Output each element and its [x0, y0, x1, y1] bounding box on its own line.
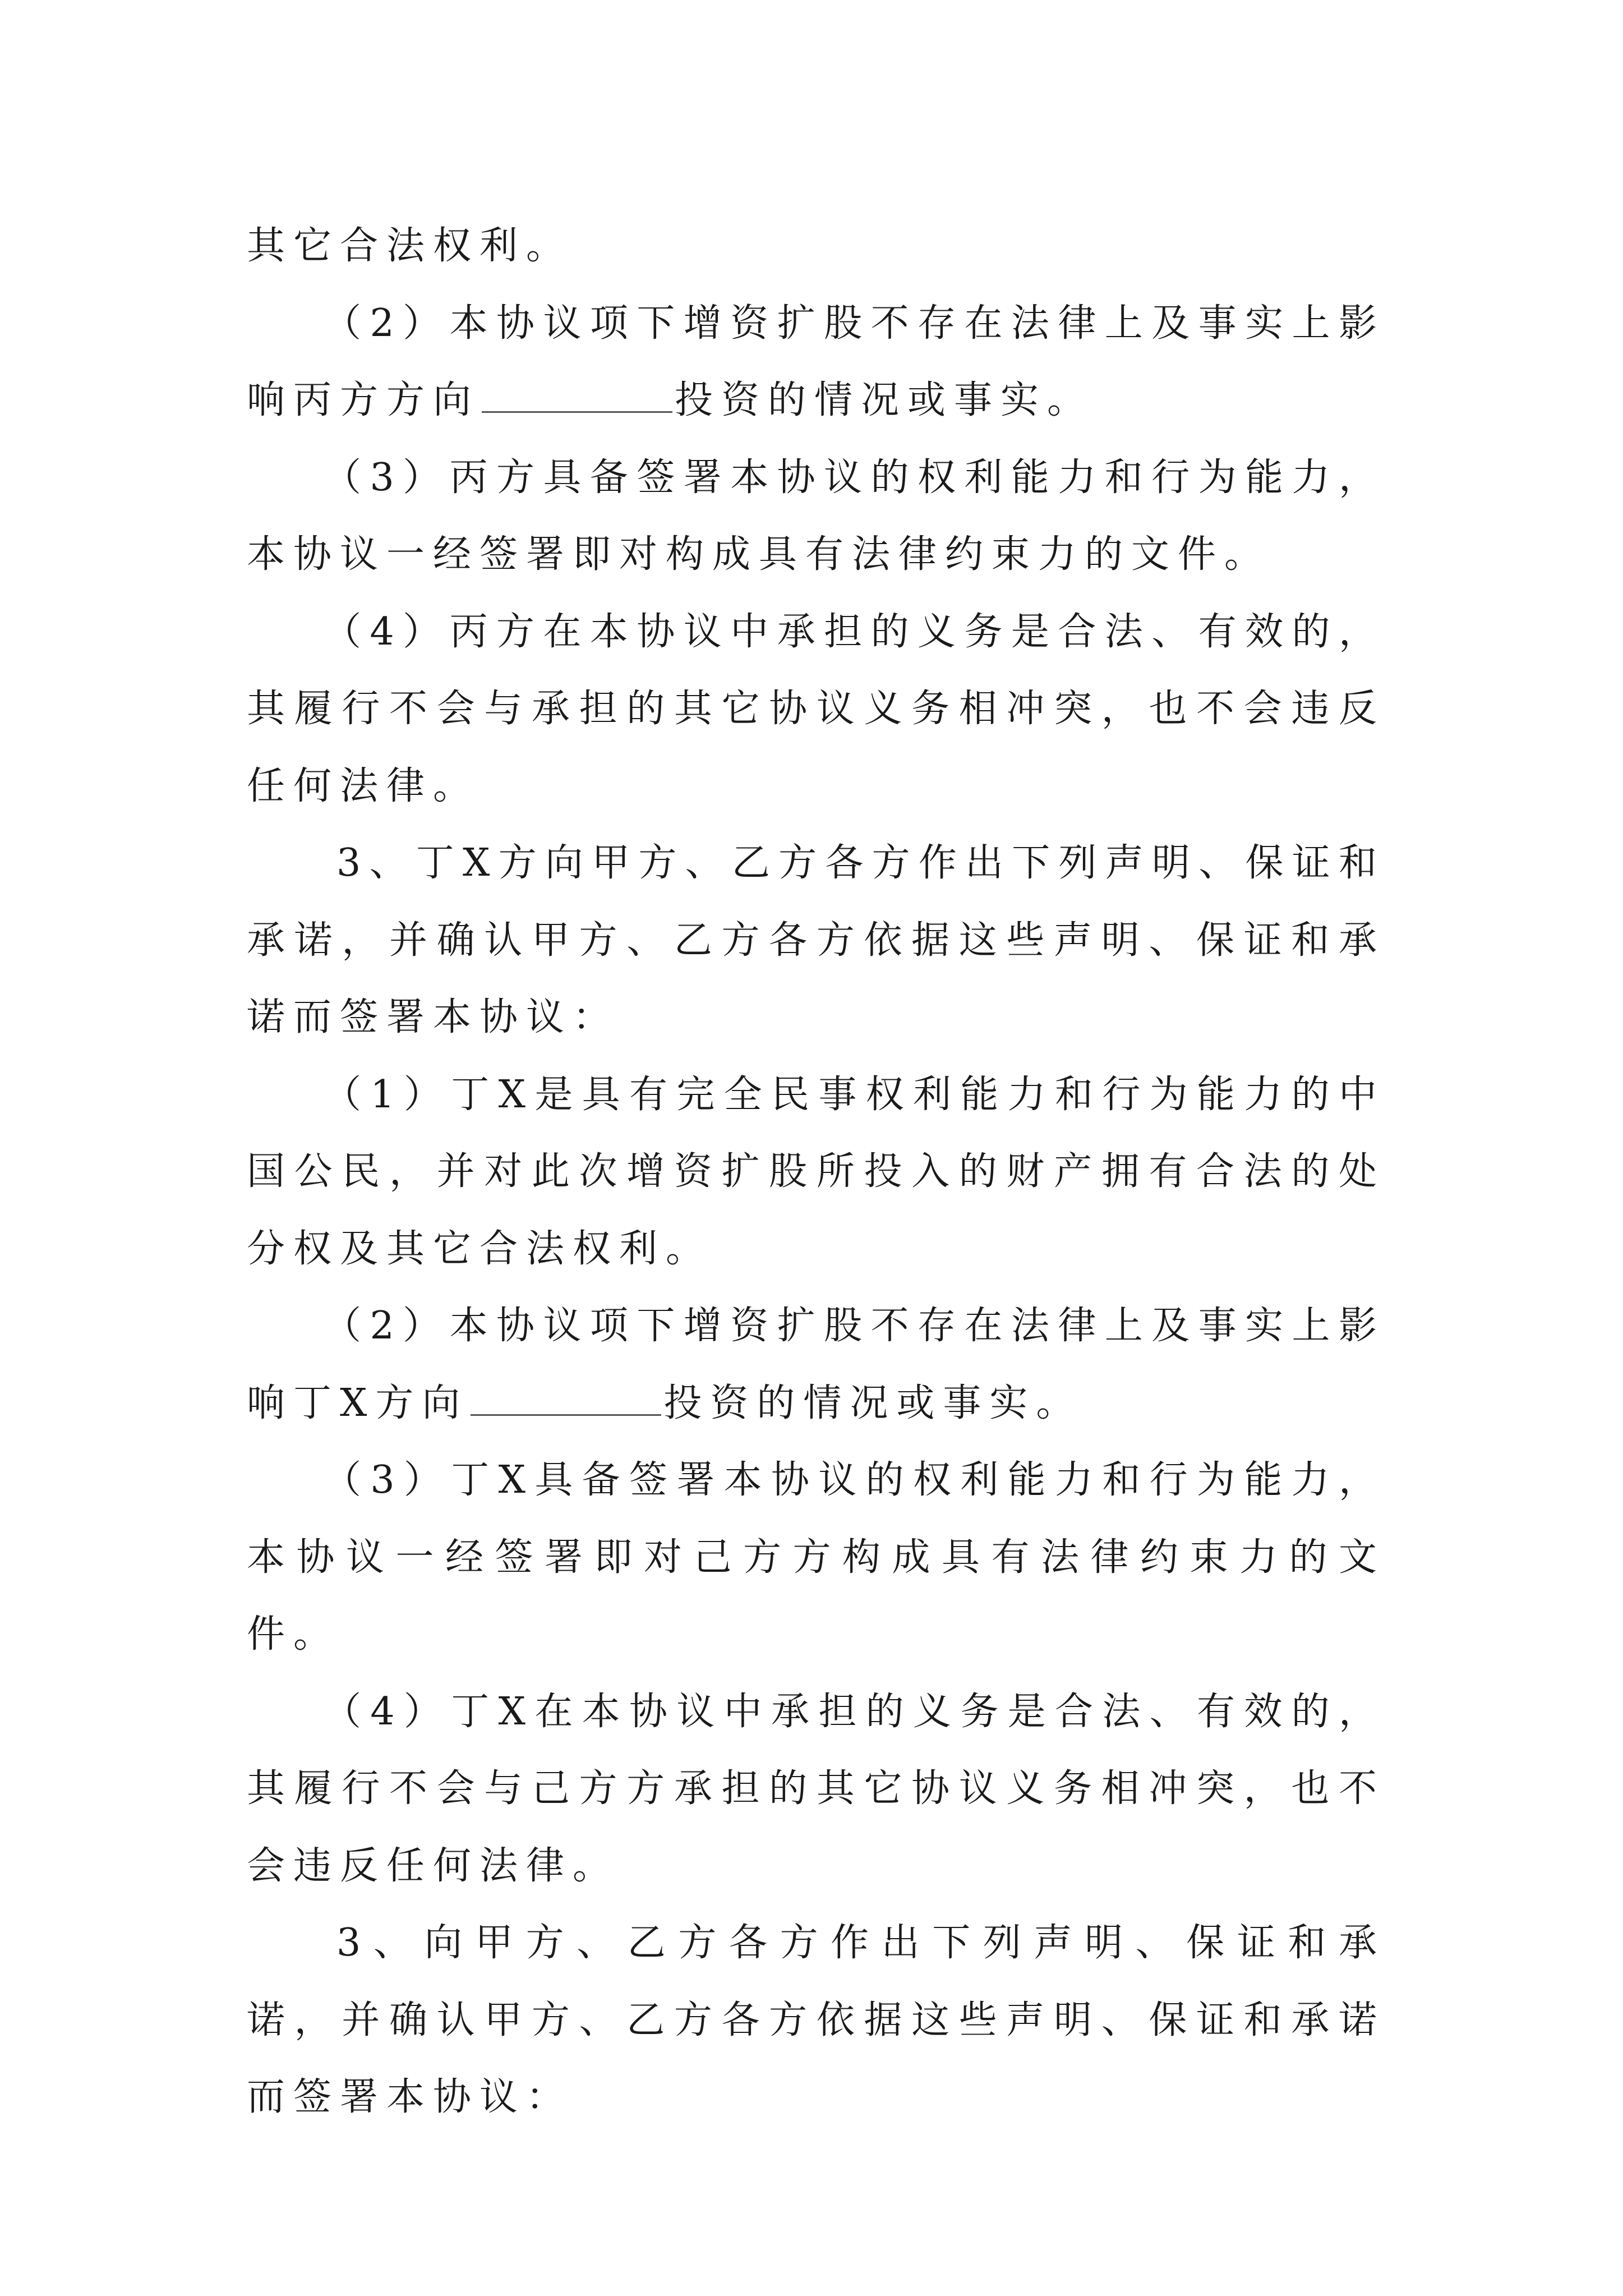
paragraph-ding-2-before: （2）本协议项下增资扩股不存在法律上及事实上影响丁X方向 [247, 1304, 1385, 1425]
blank-underline [482, 378, 672, 413]
paragraph-bing-2-after: 投资的情况或事实。 [675, 378, 1094, 422]
document-body [247, 208, 1385, 2136]
paragraph-bing-4: （4）丙方在本协议中承担的义务是合法、有效的，其履行不会与承担的其它协议义务相冲突，也不会违反任何法律。 [247, 609, 1385, 808]
paragraph-section-final: 3、向甲方、乙方各方作出下列声明、保证和承诺，并确认甲方、乙方各方依据这些声明、保证和承诺而签署本协议： [247, 1921, 1385, 2119]
paragraph-section-ding: 3、丁X方向甲方、乙方各方作出下列声明、保证和承诺，并确认甲方、乙方各方依据这些声明、保证和承诺而签署本协议： [247, 841, 1385, 1039]
paragraph-ding-3: （3）丁X具备签署本协议的权利能力和行为能力，本协议一经签署即对己方方构成具有法律约束力的文件。 [247, 1458, 1385, 1657]
paragraph-ding-1: （1）丁X是具有完全民事权利能力和行为能力的中国公民，并对此次增资扩股所投入的财产拥有合法的处分权及其它合法权利。 [247, 1072, 1385, 1271]
paragraph-bing-3: （3）丙方具备签署本协议的权利能力和行为能力，本协议一经签署即对构成具有法律约束力的文件。 [247, 455, 1385, 577]
paragraph-ding-4: （4）丁X在本协议中承担的义务是合法、有效的，其履行不会与己方方承担的其它协议义务相冲突，也不会违反任何法律。 [247, 1689, 1385, 1888]
paragraph-bing-2-before: （2）本协议项下增资扩股不存在法律上及事实上影响丙方方向 [247, 301, 1385, 422]
paragraph-ding-2 [247, 1287, 1385, 1442]
paragraph-bing-2 [247, 285, 1385, 439]
paragraph-ding-2-after: 投资的情况或事实。 [663, 1381, 1083, 1425]
blank-underline [471, 1381, 661, 1416]
paragraph-rights-end: 其它合法权利。 [247, 224, 573, 268]
